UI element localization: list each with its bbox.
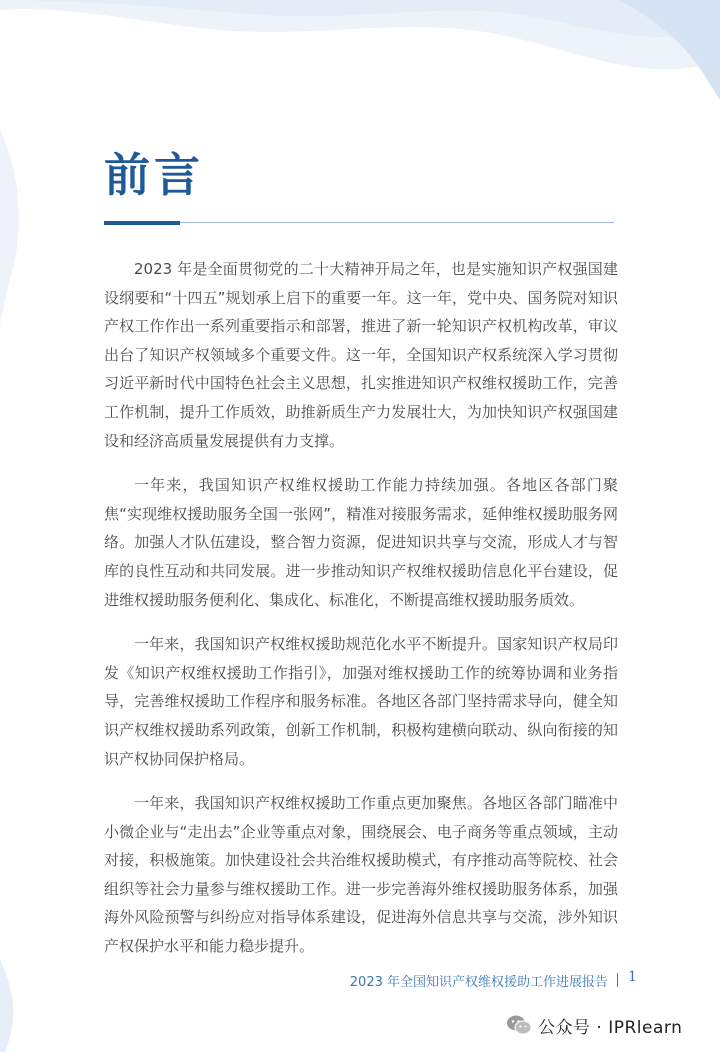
title-rule (180, 222, 614, 223)
left-bottom-wave-decoration (0, 960, 30, 1052)
paragraph-4: 一年来，我国知识产权维权援助工作重点更加聚焦。各地区各部门瞄准中小微企业与“走出去”企业等重点对象，围绕展会、电子商务等重点领域，主动对接，积极施策。加快建设社会共治维权援助模式，有序推动高等院校、社会组织等社会力量参与维权援助工作。进一步完善海外维权援助服务体系，加强海外风险预警与纠纷应对指导体系建设，促进海外信息共享与交流，涉外知识产权保护水平和能力稳步提升。 (104, 794, 618, 956)
wechat-icon (506, 1014, 532, 1036)
header-wave-decoration (0, 0, 720, 140)
title-underline (104, 221, 180, 225)
page-title: 前言 (104, 148, 204, 202)
wechat-watermark (506, 1010, 682, 1040)
paragraph-2: 一年来，我国知识产权维权援助工作能力持续加强。各地区各部门聚焦“实现维权援助服务全国一张网”，精准对接服务需求，延伸维权援助服务网络。加强人才队伍建设，整合智力资源，促进知识共享与交流，形成人才与智库的良性互动和共同发展。进一步推动知识产权维权援助信息化平台建设，促进维权援助服务便利化、集成化、标准化，不断提高维权援助服务质效。 (104, 476, 618, 609)
footer-separator (617, 973, 618, 987)
footer-report-title: 2023 年全国知识产权维权援助工作进展报告 (349, 975, 608, 990)
paragraph-1: 2023 年是全面贯彻党的二十大精神开局之年，也是实施知识产权强国建设纲要和“十四五”规划承上启下的重要一年。这一年，党中央、国务院对知识产权工作作出一系列重要指示和部署，推进了新一轮知识产权机构改革，审议出台了知识产权领域多个重要文件。这一年，全国知识产权系统深入学习贯彻习近平新时代中国特色社会主义思想，扎实推进知识产权维权援助工作，完善工作机制，提升工作质效，助推新质生产力发展壮大，为加快知识产权强国建设和经济高质量发展提供有力支撑。 (104, 260, 618, 450)
left-wave-decoration (0, 130, 40, 330)
page-number: 1 (628, 969, 637, 985)
preface-body (104, 255, 618, 977)
watermark-label: 公众号 · IPRlearn (538, 1017, 683, 1038)
paragraph-3: 一年来，我国知识产权维权援助规范化水平不断提升。国家知识产权局印发《知识产权维权援助工作指引》，加强对维权援助工作的统筹协调和业务指导，完善维权援助工作程序和服务标准。各地区各部门坚持需求导向，健全知识产权维权援助系列政策，创新工作机制，积极构建横向联动、纵向衔接的知识产权协同保护格局。 (104, 635, 618, 768)
